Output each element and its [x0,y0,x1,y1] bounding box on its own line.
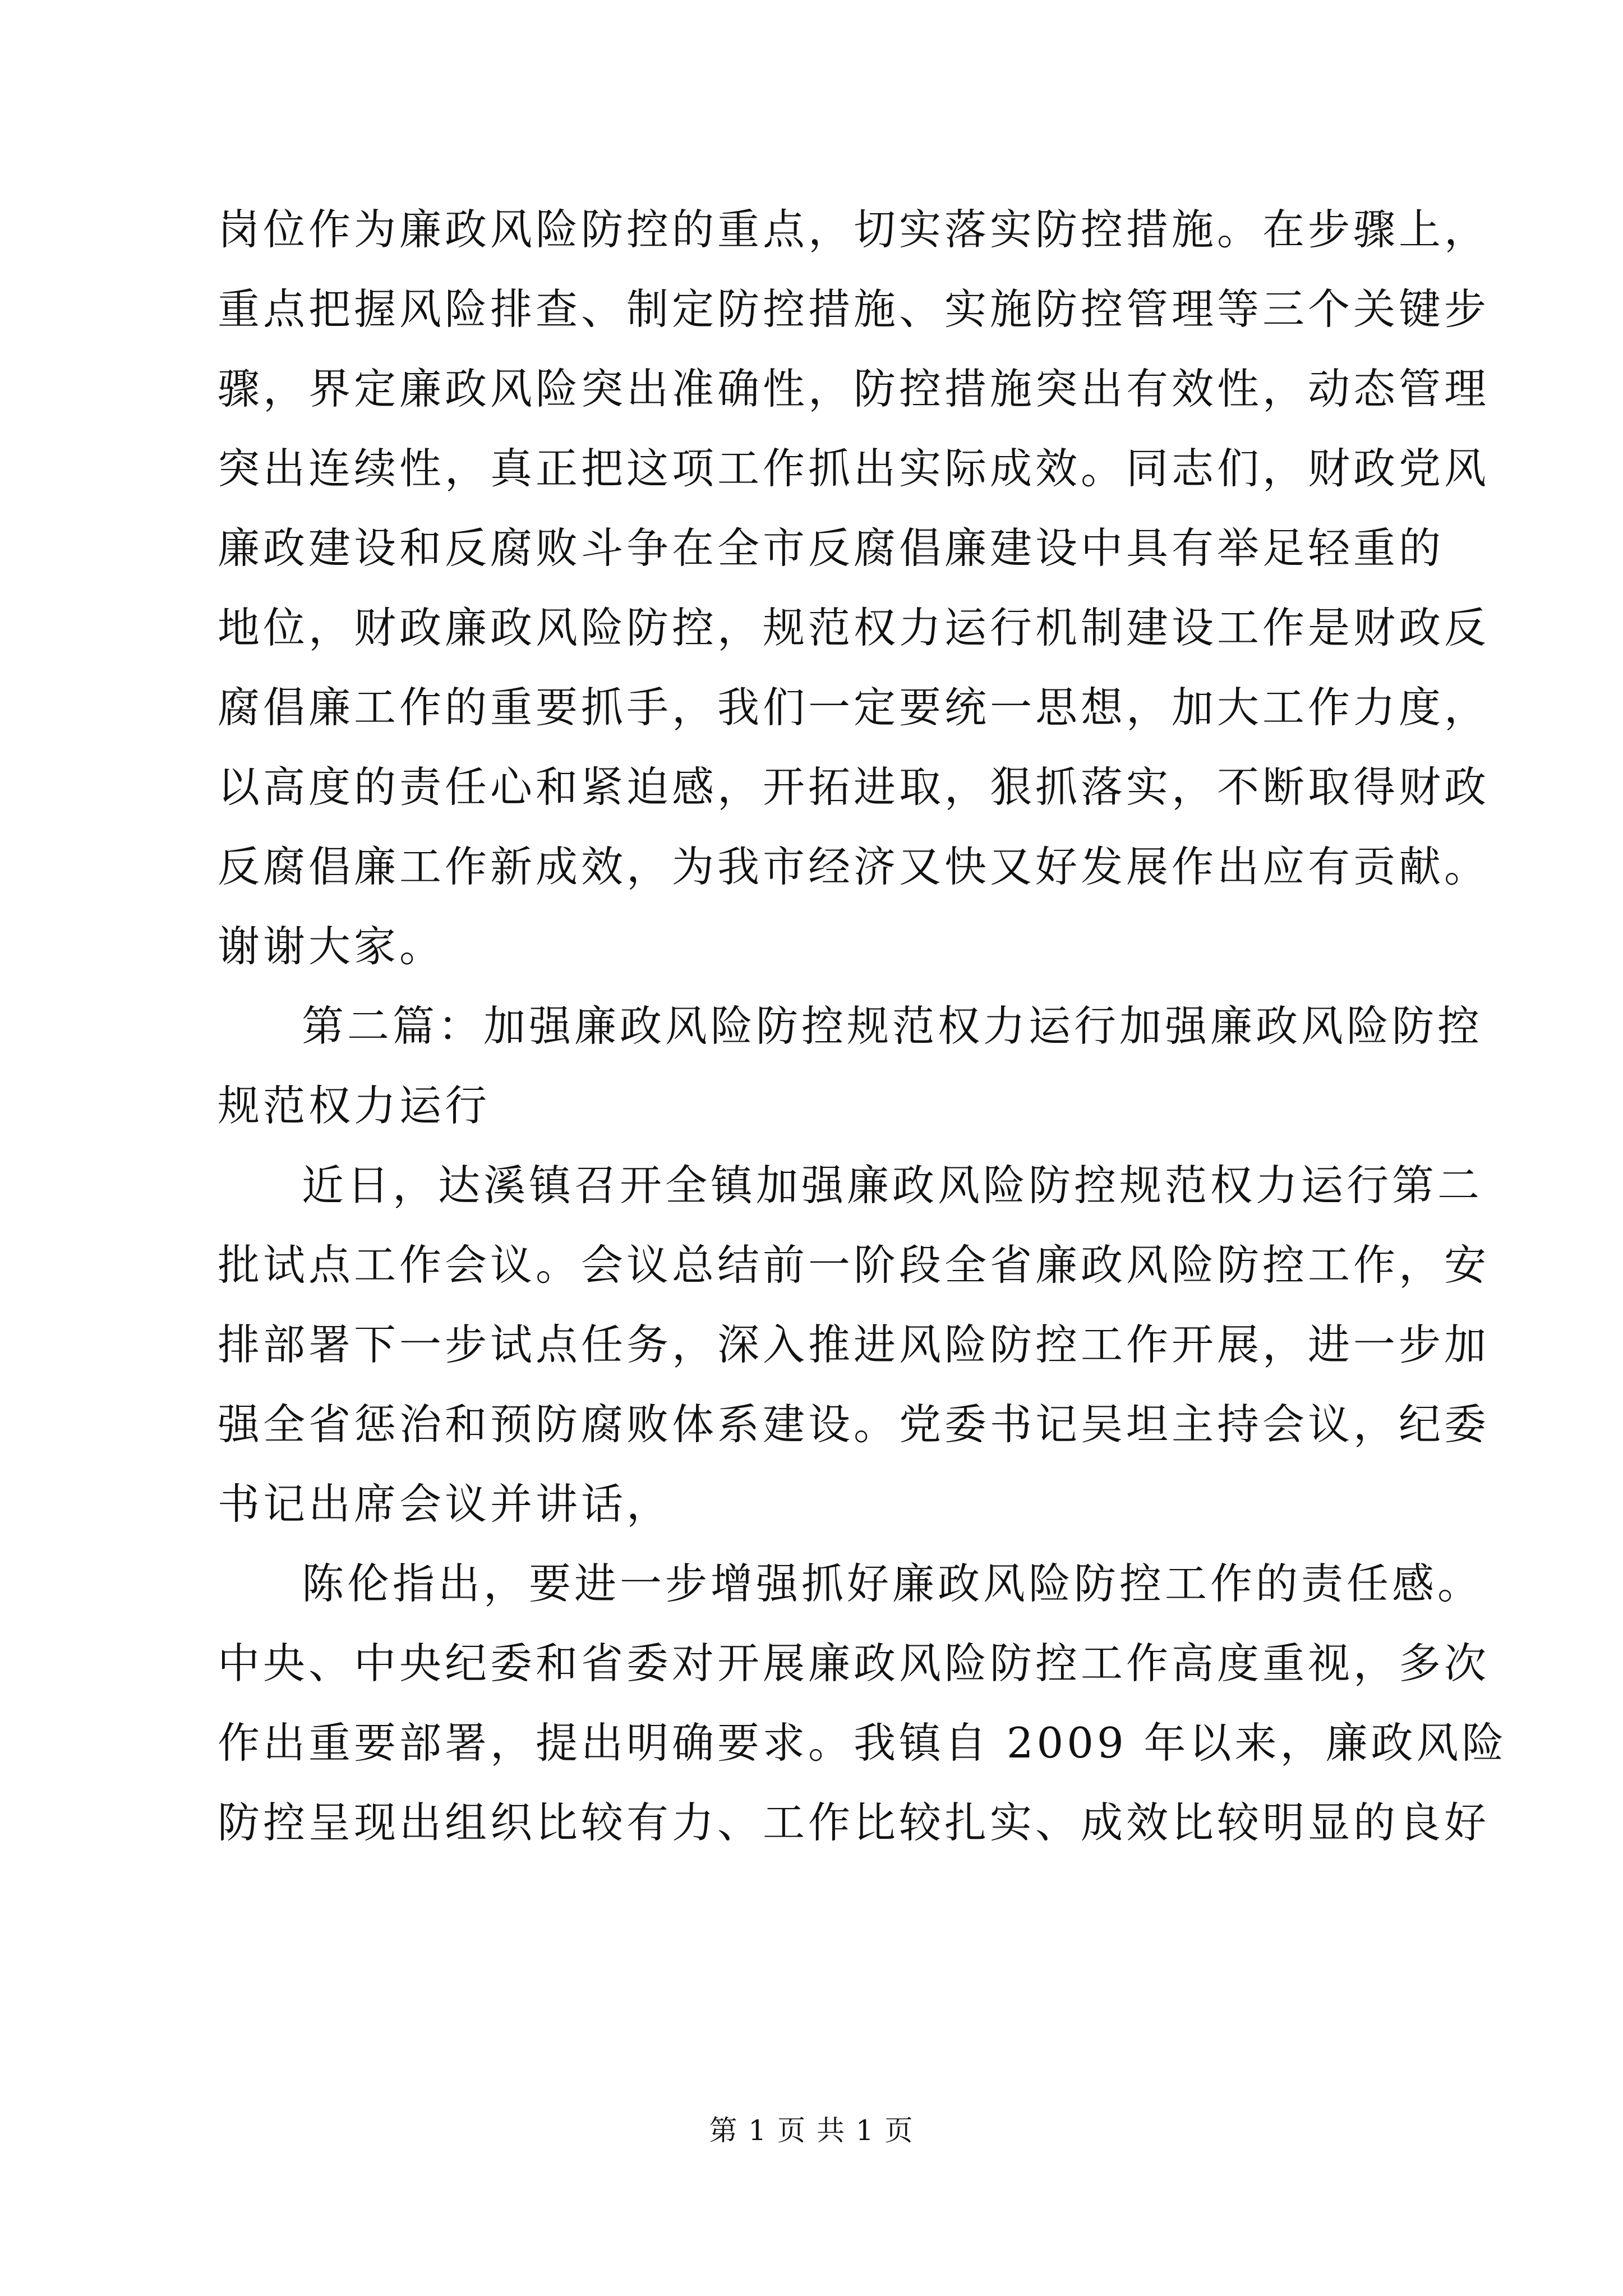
text-line: 书记出席会议并讲话， [218,1479,672,1529]
text-line: 岗位作为廉政风险防控的重点，切实落实防控措施。在步骤上， [218,205,1490,254]
text-line: 谢谢大家。 [218,922,445,971]
text-line: 防控呈现出组织比较有力、工作比较扎实、成效比较明显的良好 [218,1798,1490,1847]
text-line: 作出重要部署，提出明确要求。我镇自 2009 年以来，廉政风险 [218,1718,1507,1768]
text-line: 腐倡廉工作的重要抓手，我们一定要统一思想，加大工作力度， [218,683,1490,732]
text-line: 重点把握风险排查、制定防控措施、实施防控管理等三个关键步 [218,284,1490,334]
text-line: 地位，财政廉政风险防控，规范权力运行机制建设工作是财政反 [218,603,1490,652]
text-line: 以高度的责任心和紧迫感，开拓进取，狠抓落实，不断取得财政 [218,762,1490,812]
text-line: 反腐倡廉工作新成效，为我市经济又快又好发展作出应有贡献。 [218,842,1490,891]
section-heading: 第二篇：加强廉政风险防控规范权力运行加强廉政风险防控 [302,1001,1483,1051]
text-line: 强全省惩治和预防腐败体系建设。党委书记吴坦主持会议，纪委 [218,1400,1490,1449]
text-line: 廉政建设和反腐败斗争在全市反腐倡廉建设中具有举足轻重的 [218,523,1445,573]
text-line: 陈伦指出，要进一步增强抓好廉政风险防控工作的责任感。 [302,1559,1483,1608]
text-line: 近日，达溪镇召开全镇加强廉政风险防控规范权力运行第二 [302,1161,1483,1210]
text-line: 骤，界定廉政风险突出准确性，防控措施突出有效性，动态管理 [218,364,1490,413]
text-line: 批试点工作会议。会议总结前一阶段全省廉政风险防控工作，安 [218,1240,1490,1290]
page-footer: 第 1 页 共 1 页 [709,2114,914,2147]
body-text [218,190,1507,1862]
text-line: 中央、中央纪委和省委对开展廉政风险防控工作高度重视，多次 [218,1639,1490,1688]
section-heading-continued: 规范权力运行 [218,1081,491,1130]
text-line: 突出连续性，真正把这项工作抓出实际成效。同志们，财政党风 [218,444,1490,493]
text-line: 排部署下一步试点任务，深入推进风险防控工作开展，进一步加 [218,1320,1490,1369]
